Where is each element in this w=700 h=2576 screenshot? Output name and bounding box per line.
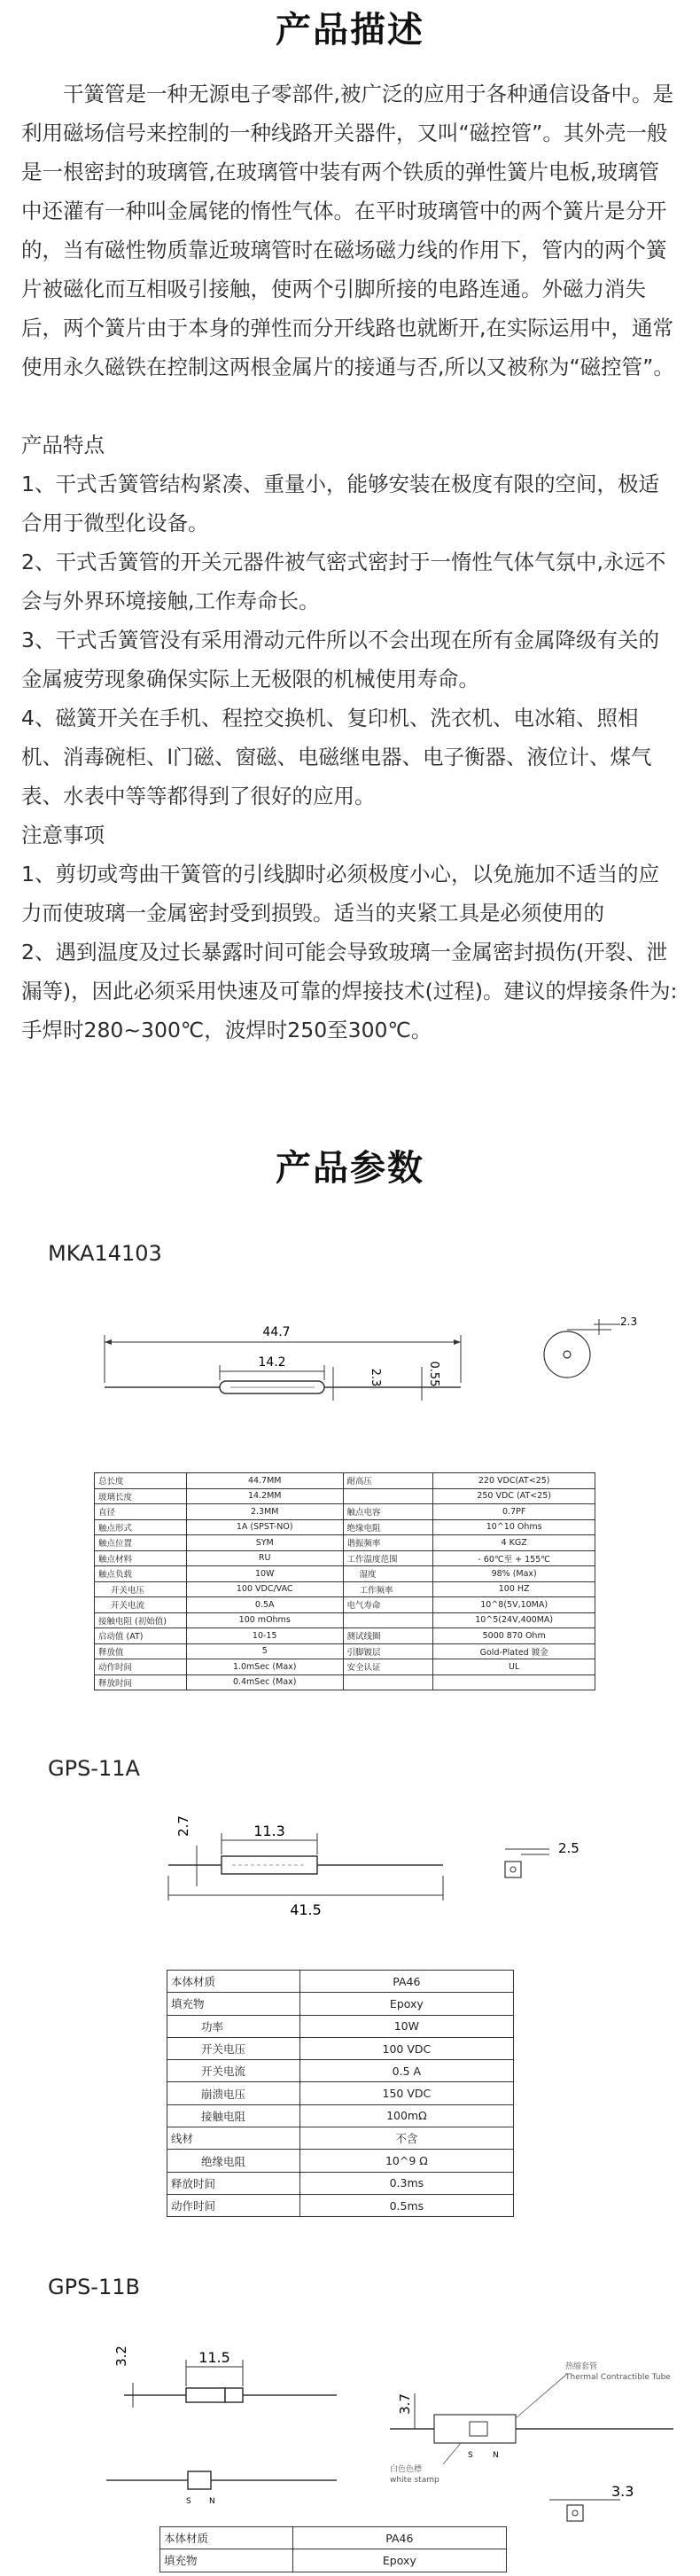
gps11a-spec-table	[167, 1970, 514, 2217]
table-row	[167, 2150, 514, 2172]
table-cell: 0.3ms	[299, 2172, 513, 2194]
mka-dim-end: 2.3	[620, 1315, 638, 1328]
gps11a-dimension-drawing	[0, 1791, 700, 1919]
params-title: 产品参数	[276, 1148, 424, 1189]
table-cell: 开关电压	[167, 2037, 300, 2059]
table-cell: RU	[186, 1550, 343, 1566]
table-cell: 填充物	[160, 2549, 293, 2572]
table-row	[167, 2104, 514, 2127]
table-cell: 10^10 Ohms	[433, 1519, 595, 1535]
table-cell: 4 KGZ	[433, 1535, 595, 1551]
gps11b-dimension-drawing	[0, 2322, 700, 2526]
table-cell: 100 mOhms	[186, 1612, 343, 1628]
feature-item: 3、干式舌簧管没有采用滑动元件所以不会出现在所有金属降级有关的金属疲劳现象确保实际上无极限的机械使用寿命。	[21, 628, 659, 691]
table-cell: 触点位置	[95, 1535, 187, 1551]
model-label-gps11a: GPS-11A	[48, 1756, 140, 1781]
gps11a-dim-total: 41.5	[290, 1901, 322, 1918]
table-cell: PA46	[292, 2527, 506, 2549]
table-cell: Epoxy	[292, 2549, 506, 2572]
table-cell	[343, 1674, 433, 1690]
table-row	[167, 2015, 514, 2037]
table-cell: 填充物	[167, 1993, 300, 2015]
table-cell: 崩溃电压	[167, 2082, 300, 2104]
table-cell: 安全认证	[343, 1659, 433, 1675]
table-cell	[343, 1612, 433, 1628]
table-row	[95, 1597, 595, 1613]
table-cell: 98% (Max)	[433, 1566, 595, 1582]
model-label-gps11b: GPS-11B	[48, 2275, 140, 2299]
table-cell: 0.7PF	[433, 1504, 595, 1520]
table-row	[95, 1628, 595, 1644]
table-row	[167, 2082, 514, 2104]
table-cell: 100 VDC/VAC	[186, 1581, 343, 1597]
table-cell: 10^9 Ω	[299, 2150, 513, 2172]
notes-title: 注意事项	[21, 823, 105, 847]
table-row	[95, 1550, 595, 1566]
table-cell: 5	[186, 1643, 343, 1659]
table-cell: UL	[433, 1659, 595, 1675]
description-body	[21, 74, 679, 1050]
table-cell: PA46	[299, 1971, 513, 1993]
table-cell: 释放时间	[167, 2172, 300, 2194]
table-cell: 本体材质	[167, 1971, 300, 1993]
table-cell: 本体材质	[160, 2527, 293, 2549]
table-row	[167, 1993, 514, 2015]
table-cell: 44.7MM	[186, 1473, 343, 1489]
table-row	[167, 2060, 514, 2082]
feature-item: 2、干式舌簧管的开关元器件被气密式密封于一惰性气体气氛中,永远不会与外界环境接触,工作寿命长。	[21, 550, 666, 613]
table-cell: 耐高压	[343, 1473, 433, 1489]
table-row	[167, 2127, 514, 2150]
table-cell: 100 HZ	[433, 1581, 595, 1597]
gps11b-tube-label-en: Thermal Contractible Tube	[565, 2373, 671, 2382]
note-item: 1、剪切或弯曲干簧管的引线脚时必须极度小心，以免施加不适当的应力而使玻璃一金属密封受到损毁。适当的夹紧工具是必须使用的	[21, 862, 659, 925]
table-cell: 不含	[299, 2127, 513, 2150]
table-cell: 引脚镀层	[343, 1643, 433, 1659]
table-row	[95, 1519, 595, 1535]
table-row	[95, 1488, 595, 1504]
table-row	[95, 1566, 595, 1582]
table-cell	[433, 1674, 595, 1690]
description-title: 产品描述	[276, 10, 424, 51]
table-cell: 绝缘电阻	[167, 2150, 300, 2172]
table-cell: 100 VDC	[299, 2037, 513, 2059]
svg-text:N: N	[493, 2451, 499, 2460]
table-cell: 14.2MM	[186, 1488, 343, 1504]
feature-item: 1、干式舌簧管结构紧凑、重量小，能够安装在极度有限的空间，极适合用于微型化设备。	[21, 472, 659, 535]
table-cell: Gold-Plated 镀金	[433, 1643, 595, 1659]
table-row	[167, 2194, 514, 2216]
table-cell: 2.3MM	[186, 1504, 343, 1520]
gps11b-dim-height: 3.7	[397, 2393, 413, 2415]
table-cell: 触点材料	[95, 1550, 187, 1566]
table-row	[95, 1535, 595, 1551]
mka-dim-total: 44.7	[262, 1325, 291, 1339]
table-cell: 10^8(5V,10MA)	[433, 1597, 595, 1613]
gps11b-dim-dia: 3.2	[113, 2346, 129, 2367]
mka-spec-table	[94, 1472, 595, 1690]
table-cell: 0.5ms	[299, 2194, 513, 2216]
table-cell: 动作时间	[95, 1659, 187, 1675]
table-cell: 绝缘电阻	[343, 1519, 433, 1535]
table-cell: 工作温度范围	[343, 1550, 433, 1566]
table-row	[167, 2172, 514, 2194]
table-row	[95, 1581, 595, 1597]
table-cell: 电气寿命	[343, 1597, 433, 1613]
table-cell: 触点负载	[95, 1566, 187, 1582]
table-cell: 接触电阻	[167, 2104, 300, 2127]
table-row	[95, 1659, 595, 1675]
table-cell: 动作时间	[167, 2194, 300, 2216]
intro-paragraph: 干簧管是一种无源电子零部件,被广泛的应用于各种通信设备中。是利用磁场信号来控制的一种线路开关器件，又叫“磁控管”。其外壳一般是一根密封的玻璃管,在玻璃管中装有两个铁质的弹性簧片电板,玻璃管中还灌有一种叫金属铑的惰性气体。在平时玻璃管中的两个簧片是分开的，当有磁性物质靠近玻璃管时在磁场磁力线的作用下，管内的两个簧片被磁化而互相吸引接触，使两个引脚所接的电路连通。外磁力消失后，两个簧片由于本身的弹性而分开线路也就断开,在实际运用中，通常使用永久磁铁在控制这两根金属片的接通与否,所以又被称为“磁控管”。	[21, 82, 674, 379]
table-cell: 0.4mSec (Max)	[186, 1674, 343, 1690]
mka-dim-glass: 14.2	[258, 1355, 286, 1370]
table-cell: 100mΩ	[299, 2104, 513, 2127]
table-row	[95, 1504, 595, 1520]
gps11a-dim-glass: 11.3	[253, 1823, 285, 1839]
table-cell: 线材	[167, 2127, 300, 2150]
gps11a-dim-end: 2.5	[558, 1840, 579, 1856]
table-row	[160, 2527, 507, 2549]
table-cell: 开关电流	[167, 2060, 300, 2082]
table-row	[95, 1612, 595, 1628]
table-cell: 释放时间	[95, 1674, 187, 1690]
table-row	[160, 2549, 507, 2572]
table-row	[167, 1971, 514, 1993]
table-cell: 开关电流	[95, 1597, 187, 1613]
mka-dim-dia: 2.3	[369, 1368, 382, 1387]
table-cell: 触点形式	[95, 1519, 187, 1535]
svg-text:S: S	[186, 2497, 191, 2506]
table-cell: 开关电压	[95, 1581, 187, 1597]
table-cell: 接触电阻 (初始值)	[95, 1612, 187, 1628]
table-cell: - 60℃至 + 155℃	[433, 1550, 595, 1566]
table-row	[95, 1473, 595, 1489]
gps11b-stamp-label-en: white stamp	[390, 2476, 439, 2485]
note-item: 2、遇到温度及过长暴露时间可能会导致玻璃一金属密封损伤(开裂、泄漏等)，因此必须采用快速及可靠的焊接技术(过程)。建议的焊接条件为:手焊时280~300℃，波焊时250至300℃。	[21, 940, 678, 1042]
table-cell: 220 VDC(AT<25)	[433, 1473, 595, 1489]
table-cell: 释放值	[95, 1643, 187, 1659]
table-cell: 湿度	[343, 1566, 433, 1582]
features-title: 产品特点	[21, 433, 105, 457]
table-cell: Epoxy	[299, 1993, 513, 2015]
svg-text:S: S	[468, 2451, 473, 2460]
table-cell: 功率	[167, 2015, 300, 2037]
table-cell: 玻璃长度	[95, 1488, 187, 1504]
table-row	[167, 2037, 514, 2059]
table-cell: 10^5(24V,400MA)	[433, 1612, 595, 1628]
table-cell: 250 VDC (AT<25)	[433, 1488, 595, 1504]
table-cell: 10-15	[186, 1628, 343, 1644]
table-cell: 测试线圈	[343, 1628, 433, 1644]
mka-dimension-drawing	[0, 1285, 700, 1427]
table-cell: 1.0mSec (Max)	[186, 1659, 343, 1675]
table-cell: SYM	[186, 1535, 343, 1551]
table-cell: 启动值 (AT)	[95, 1628, 187, 1644]
gps11b-spec-table	[159, 2526, 507, 2572]
gps11a-dim-dia: 2.7	[175, 1815, 191, 1837]
table-cell: 谐振频率	[343, 1535, 433, 1551]
table-cell	[343, 1488, 433, 1504]
gps11b-tube-label-cn: 热缩套管	[565, 2362, 598, 2371]
table-cell: 工作频率	[343, 1581, 433, 1597]
gps11b-dim-end: 3.3	[611, 2483, 634, 2500]
feature-item: 4、磁簧开关在手机、程控交换机、复印机、洗衣机、电冰箱、照相机、消毒碗柜、l门磁、窗磁、电磁继电器、电子衡器、液位计、煤气表、水表中等等都得到了很好的应用。	[21, 706, 652, 808]
table-cell: 直径	[95, 1504, 187, 1520]
gps11b-dim-glass: 11.5	[198, 2349, 230, 2366]
table-cell: 5000 870 Ohm	[433, 1628, 595, 1644]
table-row	[95, 1674, 595, 1690]
mka-dim-lead: 0.55	[427, 1361, 440, 1387]
table-cell: 总长度	[95, 1473, 187, 1489]
gps11b-stamp-label-cn: 白色色標	[390, 2465, 423, 2474]
table-cell: 150 VDC	[299, 2082, 513, 2104]
table-cell: 10W	[299, 2015, 513, 2037]
table-cell: 0.5A	[186, 1597, 343, 1613]
table-cell: 触点电容	[343, 1504, 433, 1520]
table-cell: 1A (SPST-NO)	[186, 1519, 343, 1535]
table-cell: 10W	[186, 1566, 343, 1582]
model-label-mka: MKA14103	[48, 1241, 162, 1266]
table-row	[95, 1643, 595, 1659]
svg-text:N: N	[209, 2497, 215, 2506]
table-cell: 0.5 A	[299, 2060, 513, 2082]
